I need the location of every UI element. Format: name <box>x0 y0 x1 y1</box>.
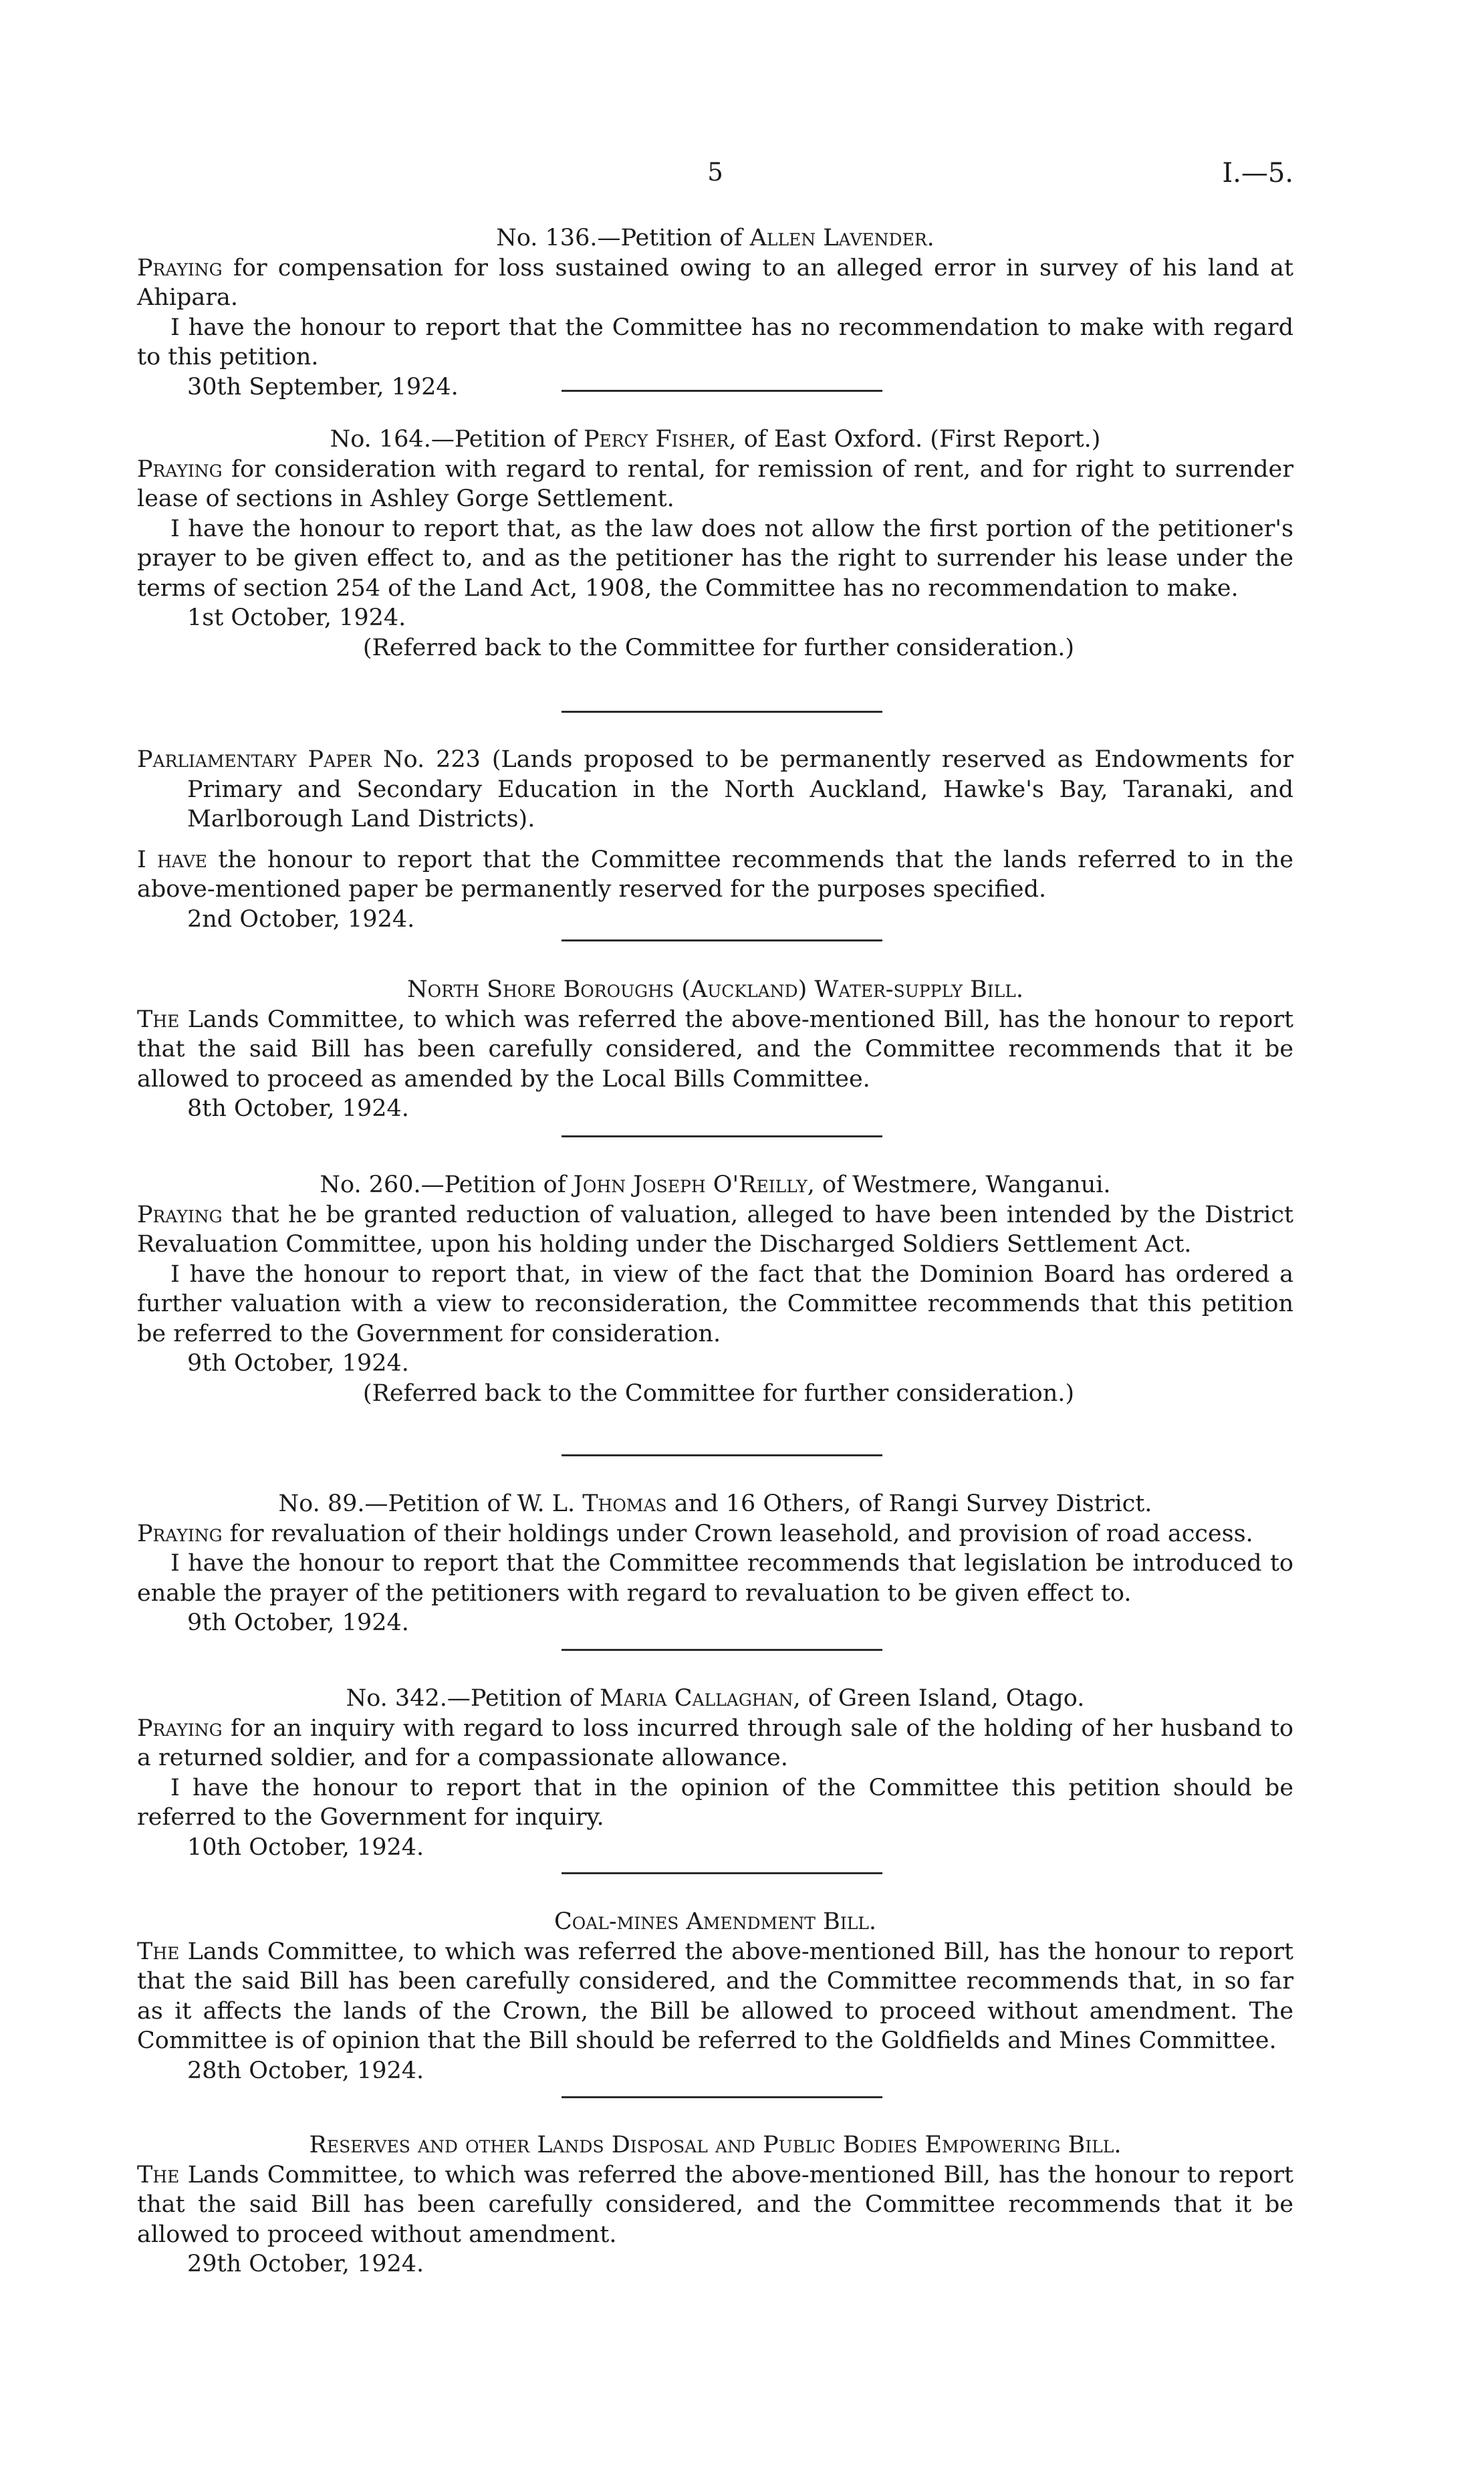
petitioner-name: John Joseph O'Reilly <box>573 1171 808 1198</box>
report-date: 9th October, 1924. <box>187 1350 409 1377</box>
entry-heading: No. 164.—Petition of Percy Fisher, of East Oxford. (First Report.) <box>330 426 1101 453</box>
bill-title: Reserves and other Lands Disposal and Public Bodies Empowering Bill. <box>309 2132 1122 2158</box>
petitioner-name: Maria Callaghan <box>599 1685 793 1712</box>
section-divider <box>562 1872 882 1874</box>
petition-89 <box>137 1489 1293 1638</box>
section-divider <box>562 1135 882 1137</box>
section-divider <box>562 1649 882 1651</box>
page-number: 5 <box>707 158 723 187</box>
report-date: 28th October, 1924. <box>187 2057 424 2084</box>
report-text: I have the honour to report that the Committee recommends that legislation be introduced to enable the prayer of the petitioners with regard to revaluation to be given effect to. <box>137 1550 1293 1607</box>
referral-note: (Referred back to the Committee for further consideration.) <box>362 1379 1075 1407</box>
coal-mines-amendment-bill <box>137 1907 1293 2086</box>
parliamentary-paper-223 <box>137 745 1293 934</box>
prayer-text: Praying for consideration with regard to rental, for remission of rent, and for right to surrender lease of sections in Ashley Gorge Settlement. <box>137 455 1293 512</box>
report-date: 8th October, 1924. <box>187 1095 409 1122</box>
report-text: I have the honour to report that, as the law does not allow the first portion of the petitioner's prayer to be given effect to, and as the petitioner has the right to surrender his lease under the terms of section 254 of the Land Act, 1908, the Committee has no recommendation to make. <box>137 515 1293 602</box>
report-date: 9th October, 1924. <box>187 1609 409 1636</box>
section-divider <box>562 390 882 392</box>
section-divider <box>562 939 882 941</box>
bill-title: North Shore Boroughs (Auckland) Water-supply Bill. <box>407 976 1023 1003</box>
document-reference: I.—5. <box>1222 158 1293 189</box>
petition-164 <box>137 425 1293 663</box>
report-text: I have the honour to report that the Committee has no recommendation to make with regard to this petition. <box>137 314 1293 370</box>
petitioner-name: Thomas <box>582 1490 667 1517</box>
report-date: 1st October, 1924. <box>187 604 406 631</box>
prayer-text: Praying for revaluation of their holdings under Crown leasehold, and provision of road access. <box>137 1520 1253 1547</box>
report-text: The Lands Committee, to which was referred the above-mentioned Bill, has the honour to report that the said Bill has been carefully considered, and the Committee recommends that it be allowed to proceed as amended by the Local Bills Committee. <box>137 1006 1293 1093</box>
report-text: I have the honour to report that the Committee recommends that the lands referred to in the above-mentioned paper be permanently reserved for the purposes specified. <box>137 846 1293 903</box>
bill-title: Coal-mines Amendment Bill. <box>553 1908 877 1935</box>
referral-note: (Referred back to the Committee for further consideration.) <box>362 634 1075 661</box>
petitioner-name: Allen Lavender <box>749 225 927 251</box>
petition-342 <box>137 1684 1293 1862</box>
entry-heading: No. 260.—Petition of John Joseph O'Reilly, of Westmere, Wanganui. <box>320 1171 1111 1198</box>
prayer-text: Praying for compensation for loss sustained owing to an alleged error in survey of his land at Ahipara. <box>137 254 1293 311</box>
north-shore-water-supply-bill <box>137 975 1293 1124</box>
report-date: 2nd October, 1924. <box>187 905 415 933</box>
report-text: The Lands Committee, to which was referred the above-mentioned Bill, has the honour to report that the said Bill has been carefully considered, and the Committee recommends that it be allowed to proceed without amendment. <box>137 2161 1293 2248</box>
entry-heading: No. 342.—Petition of Maria Callaghan, of Green Island, Otago. <box>346 1685 1085 1712</box>
section-divider <box>562 2096 882 2098</box>
paper-title: Parliamentary Paper No. 223 (Lands proposed to be permanently reserved as Endowments for Primary and Secondary Education in the North Auckland, Hawke's Bay, Taranaki, and Marlborough Land Districts). <box>137 746 1293 832</box>
report-text: I have the honour to report that, in view of the fact that the Dominion Board has ordered a further valuation with a view to reconsideration, the Committee recommends that this petition be referred to the Government for consideration. <box>137 1260 1293 1347</box>
entry-heading: No. 89.—Petition of W. L. Thomas and 16 Others, of Rangi Survey District. <box>278 1490 1152 1517</box>
report-date: 30th September, 1924. <box>187 373 459 401</box>
report-date: 29th October, 1924. <box>187 2251 424 2277</box>
petition-136 <box>137 223 1293 402</box>
reserves-lands-disposal-bill <box>137 2130 1293 2279</box>
report-text: I have the honour to report that in the opinion of the Committee this petition should be referred to the Government for inquiry. <box>137 1774 1293 1831</box>
section-divider <box>562 1454 882 1456</box>
prayer-text: Praying that he be granted reduction of valuation, alleged to have been intended by the District Revaluation Committee, upon his holding under the Discharged Soldiers Settlement Act. <box>137 1201 1293 1258</box>
section-divider <box>562 711 882 713</box>
prayer-text: Praying for an inquiry with regard to loss incurred through sale of the holding of her husband to a returned soldier, and for a compassionate allowance. <box>137 1714 1293 1771</box>
petitioner-name: Percy Fisher <box>583 426 729 453</box>
report-text: The Lands Committee, to which was referred the above-mentioned Bill, has the honour to report that the said Bill has been carefully considered, and the Committee recommends that, in so far as it affects the lands of the Crown, the Bill be allowed to proceed without amendment. The Committee is of opinion that the Bill should be referred to the Goldfields and Mines Committee. <box>137 1938 1293 2054</box>
report-date: 10th October, 1924. <box>187 1833 424 1861</box>
page-header <box>137 158 1293 198</box>
entry-heading: No. 136.—Petition of Allen Lavender. <box>496 225 935 251</box>
petition-260 <box>137 1170 1293 1408</box>
